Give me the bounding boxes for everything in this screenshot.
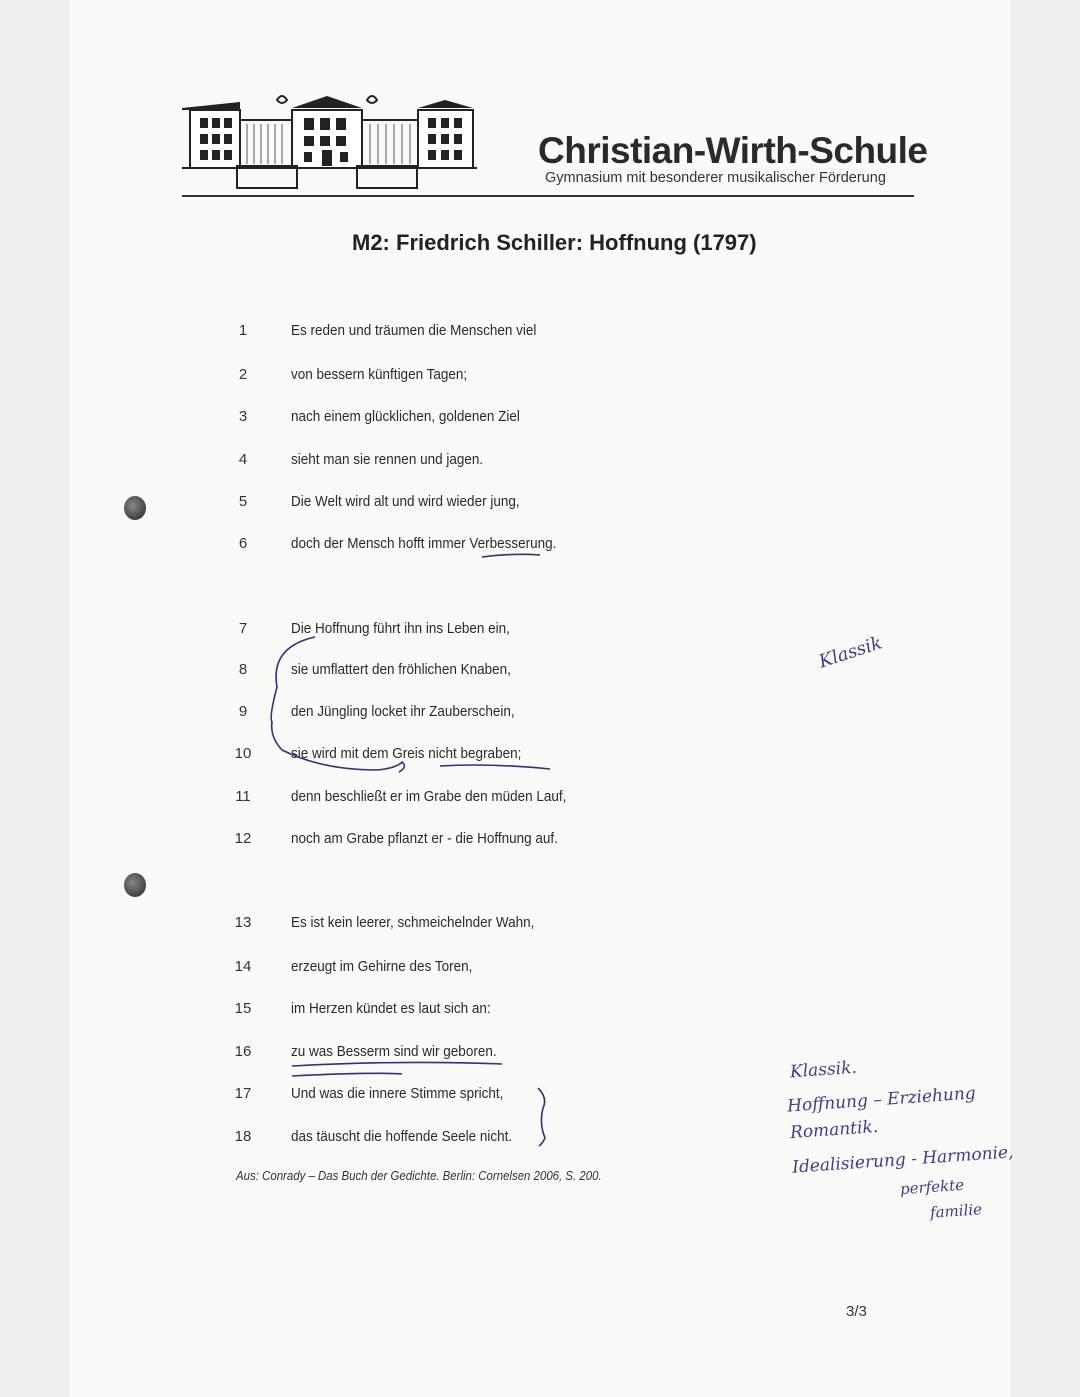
poem-line: Die Welt wird alt und wird wieder jung, xyxy=(291,493,520,510)
line-number: 15 xyxy=(234,1000,252,1017)
handwritten-note-line: Klassik. xyxy=(789,1057,858,1083)
source-citation: Aus: Conrady – Das Buch der Gedichte. Berlin: Cornelsen 2006, S. 200. xyxy=(236,1168,602,1183)
poem-line: doch der Mensch hofft immer Verbesserung. xyxy=(291,535,557,552)
handwritten-note-line: Romantik. xyxy=(789,1116,879,1144)
poem-line: Es ist kein leerer, schmeichelnder Wahn, xyxy=(291,914,535,931)
poem-line: das täuscht die hoffende Seele nicht. xyxy=(291,1128,513,1145)
poem-line: sieht man sie rennen und jagen. xyxy=(291,451,484,468)
handwritten-note-line: Idealisierung - Harmonie, xyxy=(791,1142,1015,1178)
poem-line: Die Hoffnung führt ihn ins Leben ein, xyxy=(291,620,510,637)
poem-line: sie umflattert den fröhlichen Knaben, xyxy=(291,661,511,678)
poem-line: noch am Grabe pflanzt er - die Hoffnung auf. xyxy=(291,830,558,847)
line-number: 10 xyxy=(234,745,252,762)
poem-line: von bessern künftigen Tagen; xyxy=(291,366,468,383)
line-number: 12 xyxy=(234,830,252,847)
poem-line: erzeugt im Gehirne des Toren, xyxy=(291,958,473,975)
handwritten-note-top: Klassik xyxy=(816,632,885,673)
handwritten-note-line: perfekte xyxy=(899,1175,965,1199)
line-number: 5 xyxy=(238,493,248,510)
handwritten-note-line: familie xyxy=(929,1200,983,1222)
line-number: 2 xyxy=(238,366,248,383)
handwritten-note-line: Hoffnung – Erziehung xyxy=(786,1083,977,1117)
line-number: 11 xyxy=(235,788,251,805)
poem-line: Und was die innere Stimme spricht, xyxy=(291,1085,504,1102)
poem-line: den Jüngling locket ihr Zauberschein, xyxy=(291,703,515,720)
page-number: 3/3 xyxy=(846,1303,867,1320)
school-subtitle: Gymnasium mit besonderer musikalischer Förderung xyxy=(545,170,886,186)
document-title: M2: Friedrich Schiller: Hoffnung (1797) xyxy=(352,230,757,255)
poem-line: im Herzen kündet es laut sich an: xyxy=(291,1000,491,1017)
underline-zu-was-besserm xyxy=(292,1062,502,1066)
line-number: 4 xyxy=(238,451,248,468)
line-number: 8 xyxy=(238,661,248,678)
line-number: 13 xyxy=(234,914,252,931)
line-number: 9 xyxy=(238,703,248,720)
line-number: 7 xyxy=(238,620,248,637)
bracket-lines-17-18 xyxy=(538,1088,545,1146)
poem-line: nach einem glücklichen, goldenen Ziel xyxy=(291,408,520,425)
line-number: 17 xyxy=(234,1085,252,1102)
line-number: 18 xyxy=(234,1128,252,1145)
underline-nicht-begraben xyxy=(440,765,550,769)
line-number: 14 xyxy=(234,958,252,975)
line-number: 16 xyxy=(234,1043,252,1060)
line-number: 3 xyxy=(238,408,248,425)
poem-line: Es reden und träumen die Menschen viel xyxy=(291,322,537,339)
school-name: Christian-Wirth-Schule xyxy=(538,130,928,171)
poem-line: sie wird mit dem Greis nicht begraben; xyxy=(291,745,522,762)
poem-line: zu was Besserm sind wir geboren. xyxy=(291,1043,497,1060)
underline-verbesserung xyxy=(482,554,540,557)
line-number: 1 xyxy=(238,322,248,339)
poem-line: denn beschließt er im Grabe den müden Lauf, xyxy=(291,788,567,805)
line-number: 6 xyxy=(238,535,248,552)
bracket-stanza-2 xyxy=(271,637,404,772)
